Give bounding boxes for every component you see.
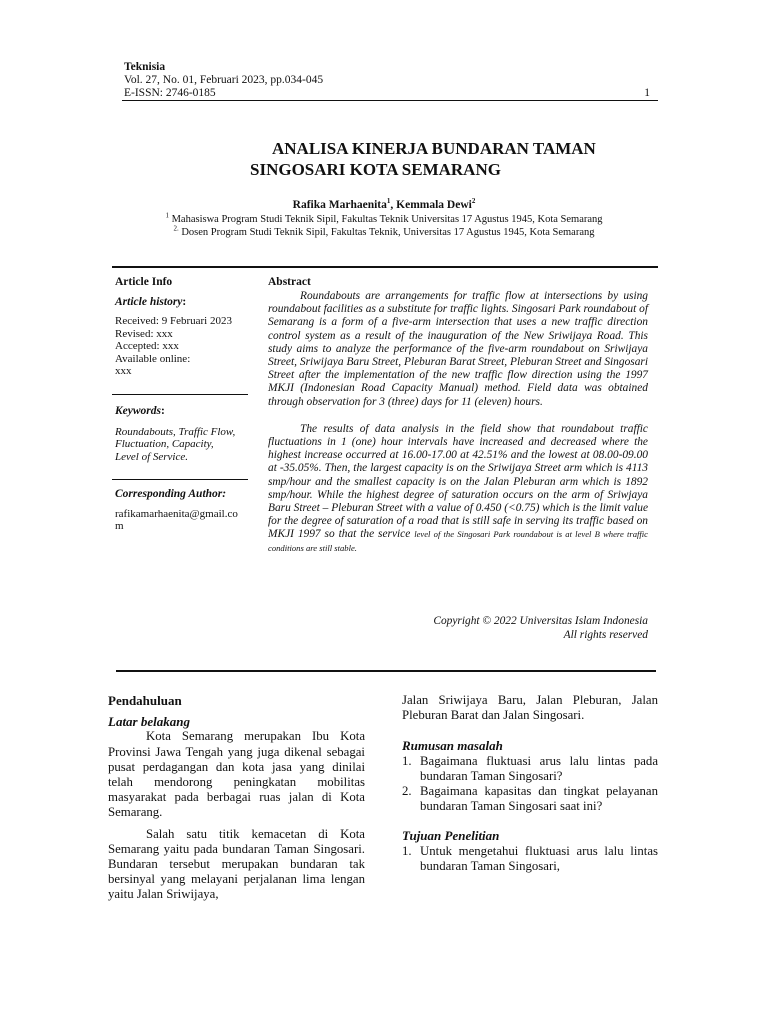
available-online-value: xxx — [115, 365, 132, 377]
abstract-heading: Abstract — [268, 276, 311, 288]
list-item — [402, 784, 658, 814]
page-number: 1 — [644, 87, 650, 99]
author-2: Kemmala Dewi — [396, 199, 472, 211]
abstract-paragraph-2 — [268, 423, 648, 555]
list-text: Bagaimana kapasitas dan tingkat pelayanan bundaran Taman Singosari saat ini? — [420, 784, 658, 814]
author-list — [0, 199, 768, 211]
rights-line: All rights reserved — [563, 629, 648, 641]
article-info — [115, 276, 250, 378]
keywords-line: Level of Service. — [115, 450, 188, 463]
article-history-heading — [115, 296, 250, 309]
keywords-list — [115, 426, 250, 464]
affiliation-2-sup: 2. — [173, 224, 179, 233]
abstract-body — [268, 290, 648, 555]
author-1: Rafika Marhaenita — [292, 199, 387, 211]
body-left-column — [108, 693, 365, 903]
body-paragraph: Kota Semarang merupakan Ibu Kota Provinsi Jawa Tengah yang juga dikenal sebagai pusat perdagangan dan kota jasa yang dinilai telah mendorong peningkatan mobilitas masyarakat pada berbagai ruas jalan di Kota Semarang. — [108, 729, 365, 820]
info-bottom-rule — [116, 670, 656, 672]
title-line-1: ANALISA KINERJA BUNDARAN TAMAN — [272, 139, 596, 158]
subsection-heading-tujuan: Tujuan Penelitian — [402, 828, 500, 844]
abstract-paragraph-2-tail: level of the Singosari Park roundabout is at level B where traffic conditions are still stable. — [268, 529, 648, 553]
info-divider-1 — [112, 394, 248, 395]
revised-date: Revised: xxx — [115, 327, 173, 340]
list-item — [402, 754, 658, 784]
affiliation-2 — [0, 226, 768, 239]
affiliation-2-text: Dosen Program Studi Teknik Sipil, Fakultas Teknik, Universitas 17 Agustus 1945, Kota Semarang — [181, 227, 595, 238]
corresponding-block — [115, 488, 250, 533]
keywords-colon: : — [161, 405, 165, 417]
keywords-line: Fluctuation, Capacity, — [115, 438, 214, 450]
section-heading-pendahuluan: Pendahuluan — [108, 693, 182, 708]
article-history-label: Article history — [115, 295, 183, 308]
author-1-sup: 1 — [386, 197, 391, 206]
abstract-paragraph-1: Roundabouts are arrangements for traffic flow at intersections by using roundabout facilities as a substitute for traffic lights. Singosari Park roundabout of Semarang is a form of a five-arm intersection that uses a new traffic direction control system as a result of the inauguration of the New Sriwijaya Road. This study aims to analyze the performance of the five-arm roundabout on Sriwijaya Street, Sriwijaya Baru Street, Pleburan Barat Street, Pleburan Street and Singosari Street after the implementation of the new traffic flow direction using the 1997 MKJI (Indonesian Road Capacity Manual) method. Field data was obtained through observation for 3 (three) days for 11 (eleven) hours. — [268, 290, 648, 408]
copyright — [268, 614, 648, 642]
header-rule — [122, 100, 658, 101]
affiliation-1-text: Mahasiswa Program Studi Teknik Sipil, Fakultas Teknik Universitas 17 Agustus 1945, Kota Semarang — [171, 214, 603, 225]
list-item — [402, 844, 658, 874]
email-line: rafikamarhaenita@gmail.co — [115, 507, 238, 520]
affiliation-1-sup: 1 — [165, 211, 169, 220]
copyright-line: Copyright © 2022 Universitas Islam Indonesia — [433, 615, 648, 627]
body-right-column — [402, 693, 658, 874]
list-number: 1. — [402, 843, 412, 858]
list-text: Bagaimana fluktuasi arus lalu lintas pada bundaran Taman Singosari? — [420, 753, 658, 783]
list-text: Untuk mengetahui fluktuasi arus lalu lintas bundaran Taman Singosari, — [420, 843, 658, 873]
subsection-heading-rumusan: Rumusan masalah — [402, 738, 503, 754]
corresponding-email[interactable] — [115, 508, 250, 533]
journal-volume: Vol. 27, No. 01, Februari 2023, pp.034-045 — [124, 74, 324, 86]
subsection-heading-latar-belakang: Latar belakang — [108, 714, 190, 730]
received-date: Received: 9 Februari 2023 — [115, 315, 232, 327]
affiliation-1 — [0, 213, 768, 226]
article-history-colon: : — [182, 295, 187, 308]
info-top-rule — [112, 266, 658, 268]
body-paragraph: Salah satu titik kemacetan di Kota Semarang yaitu pada bundaran Taman Singosari. Bundaran tersebut merupakan bundaran tak bersinyal yang melayani perjalanan lima lengan yaitu Jalan Sriwijaya, — [108, 826, 365, 902]
list-number: 2. — [402, 784, 412, 799]
accepted-date: Accepted: xxx — [115, 340, 179, 352]
paper-title — [180, 138, 680, 180]
body-continuation: Jalan Sriwijaya Baru, Jalan Pleburan, Jalan Pleburan Barat dan Jalan Singosari. — [402, 693, 658, 723]
article-info-heading: Article Info — [115, 276, 173, 288]
author-separator: , — [390, 199, 397, 211]
author-2-sup: 2 — [471, 197, 476, 206]
tujuan-list — [402, 844, 658, 874]
abstract-paragraph-2-text: The results of data analysis in the field show that roundabout traffic fluctuations in 1 (one) hour intervals have increased and decreased where the highest increase occurred at 16.00-17.00 at 42.51% and the lowest at 08.00-09.00 at -35.05%. Then, the largest capacity is on the Sriwijaya Street arm which is 4113 smp/hour and the smallest capacity is on the Jalan Pleburan arm which is 1892 smp/hour. While the highest degree of saturation occurs on the arm of Sriwjaya Baru Street – Pleburan Street with a value of 0.450 (<0.75) which is the limit value for the degree of saturation of a road that is still safe in serving its traffic based on MKJI 1997 so that the service — [268, 422, 648, 541]
title-line-2: SINGOSARI KOTA SEMARANG — [250, 160, 501, 179]
running-header — [124, 61, 323, 100]
keywords-line: Roundabouts, Traffic Flow, — [115, 425, 236, 438]
list-number: 1. — [402, 753, 412, 768]
available-online: Available online: — [115, 352, 191, 365]
info-divider-2 — [112, 479, 248, 480]
keywords-block — [115, 405, 250, 463]
journal-issn: E-ISSN: 2746-0185 — [124, 87, 216, 99]
keywords-label: Keywords — [115, 405, 161, 417]
rumusan-list — [402, 754, 658, 815]
email-line: m — [115, 520, 124, 532]
keywords-heading — [115, 405, 250, 418]
corresponding-heading: Corresponding Author: — [115, 488, 227, 500]
journal-name: Teknisia — [124, 61, 166, 73]
